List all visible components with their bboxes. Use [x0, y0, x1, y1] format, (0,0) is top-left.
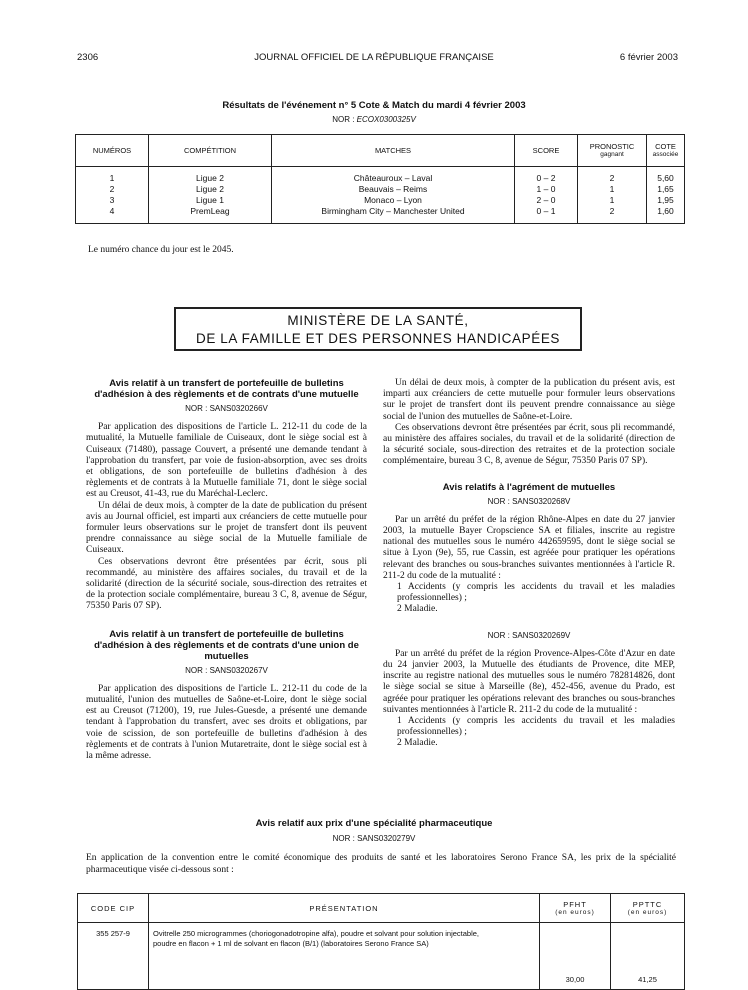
col-pronostic: PRONOSTIC gagnant [578, 135, 647, 167]
col-presentation: PRÉSENTATION [149, 894, 540, 923]
table-row: 3 Ligue 1 Monaco – Lyon 2 – 0 1 1,95 [76, 195, 685, 206]
table-row: 2 Ligue 2 Beauvais – Reims 1 – 0 1 1,65 [76, 184, 685, 195]
col-matches: MATCHES [272, 135, 515, 167]
price-table [77, 893, 685, 990]
left-column: Avis relatif à un transfert de portefeuille de bulletins d'adhésion à des règlements et de contrats d'une mutuelle NOR : SANS0320266V Par application des dispositions de l'article L. 212-11 du code de la mutualité, la Mutuelle familiale de Cuiseaux, dont le siège social est à Cuiseaux (71480), passage Couvert, a présenté une demande tendant à l'approbation du transfert, par voie de fusion-absorption, avec ses droits et obligations, de son portefeuille de bulletins d'adhésion à des règlements et de contrats à la Mutuelle familiale 71, dont le siège social est au Creusot, 41-43, rue du Maréchal-Leclerc. Un délai de deux mois, à compter de la date de publication du présent avis au Journal officiel, est imparti aux créanciers de cette mutuelle pour formuler leurs observations sur le projet de transfert dont ils peuvent prendre connaissance au siège social de la Mutuelle familiale de Cuiseaux. Ces observations devront être présentées par écrit, sous pli recommandé, au ministère des affaires sociales, du travail et de la solidarité (direction de la sécurité sociale, sous-direction des retraites et de la protection sociale complémentaire, bureau 3 C, 8, avenue de Ségur, 75350 Paris 07 SP). Avis relatif à un transfert de portefeuille de bulletins d'adhésion à des règlements et de contrats d'une union de mutuelles NOR : SANS0320267V Par application des dispositions de l'article L. 212-11 du code de la mutualité, l'union des mutuelles de Saône-et-Loire, dont le siège social est au Creusot (71200), 19, rue Jules-Guesde, a présenté une demande tendant à l'approbation du transfert, avec ses droits et obligations, par voie de scission, de son portefeuille de bulletins d'adhésion à des règlements et de contrats à l'union Mutaretraite, dont le siège social est à la même adresse. [86, 378, 367, 762]
avis-1-title: Avis relatif à un transfert de portefeuille de bulletins d'adhésion à des règlements et de contrats d'une mutuelle [94, 378, 359, 400]
journal-title: JOURNAL OFFICIEL DE LA RÉPUBLIQUE FRANÇAISE [254, 52, 494, 63]
col-score: SCORE [515, 135, 578, 167]
results-title: Résultats de l'événement n° 5 Cote & Match du mardi 4 février 2003 [222, 100, 526, 111]
avis-2-nor: NOR : SANS0320267V [185, 665, 268, 675]
col-cote: COTE associée [647, 135, 685, 167]
table-row: 355 257-9 Ovitrelle 250 microgrammes (choriogonadotropine alfa), poudre et solvant pour solution injectable, poudre en flacon + 1 ml de solvant en flacon (B/1) (laboratoires Serono France SA) 30,00 41,25 [78, 923, 685, 990]
chance-number: Le numéro chance du jour est le 2045. [88, 245, 234, 255]
col-competition: COMPÉTITION [149, 135, 272, 167]
avis-3-nor: NOR : SANS0320268V [487, 496, 571, 506]
col-numeros: NUMÉROS [76, 135, 149, 167]
avis-2-title: Avis relatif à un transfert de portefeuille de bulletins d'adhésion à des règlements et de contrats d'une union de mutuelles [94, 628, 359, 662]
issue-date: 6 février 2003 [619, 52, 678, 63]
page-number: 2306 [77, 52, 99, 63]
avis-4-nor: NOR : SANS0320269V [487, 630, 571, 640]
results-nor: NOR : ECOX0300325V [332, 115, 416, 124]
right-column: Un délai de deux mois, à compter de la publication du présent avis, est imparti aux créanciers de cette mutuelle pour formuler leurs observations sur le projet de transfert dont ils peuvent prendre connaissance au siège social de l'union des mutuelles de Saône-et-Loire. Ces observations devront être présentées par écrit, sous pli recommandé, au ministère des affaires sociales, du travail et de la solidarité (direction de la sécurité sociale, sous-direction des retraites et de la protection sociale complémentaire, bureau 3 C, 8, avenue de Ségur, 75350 Paris 07 SP). Avis relatifs à l'agrément de mutuelles NOR : SANS0320268V Par un arrêté du préfet de la région Rhône-Alpes en date du 27 janvier 2003, la mutuelle Bayer Cropscience SA et filiales, inscrite au registre national des mutuelles sous le numéro 442659595, dont le siège social se situe à Lyon (9e), 55, rue Cassin, est agréée pour pratiquer les opérations relevant des branches ou sous-branches suivantes mentionnées à l'article R. 211-2 du code de la mutualité : 1 Accidents (y compris les accidents du travail et les maladies professionnelles) ; 2 Maladie. NOR : SANS0320269V Par un arrêté du préfet de la région Provence-Alpes-Côte d'Azur en date du 24 janvier 2003, la Mutuelle des étudiants de Provence, dite MEP, inscrite au registre national des mutuelles sous le numéro 782814826, dont le siège social se situe à Marseille (8e), 452-456, avenue du Prado, est agréée pour pratiquer les opérations relevant des branches ou sous-branches suivantes mentionnées à l'article R. 211-2 du code de la mutualité : 1 Accidents (y compris les accidents du travail et les maladies professionnelles) ; 2 Maladie. [383, 378, 675, 749]
col-code-cip: CODE CIP [78, 894, 149, 923]
pharma-title: Avis relatif aux prix d'une spécialité pharmaceutique [255, 818, 493, 829]
col-ppttc: PPTTC (en euros) [611, 894, 685, 923]
table-row: 1 Ligue 2 Châteauroux – Laval 0 – 2 2 5,60 [76, 173, 685, 184]
pharma-intro: En application de la convention entre le comité économique des produits de santé et les laboratoires Serono France SA, les prix de la spécialité pharmaceutique visée ci-dessous sont : [86, 853, 676, 875]
avis-3-title: Avis relatifs à l'agrément de mutuelles [442, 481, 616, 493]
pharma-nor: NOR : SANS0320279V [332, 834, 416, 843]
col-pfht: PFHT (en euros) [540, 894, 611, 923]
results-table [75, 134, 685, 224]
avis-1-nor: NOR : SANS0320266V [185, 404, 268, 413]
ministry-heading: MINISTÈRE DE LA SANTÉ, DE LA FAMILLE ET DES PERSONNES HANDICAPÉES [174, 307, 582, 351]
table-row: 4 PremLeag Birmingham City – Manchester United 0 – 1 2 1,60 [76, 206, 685, 217]
